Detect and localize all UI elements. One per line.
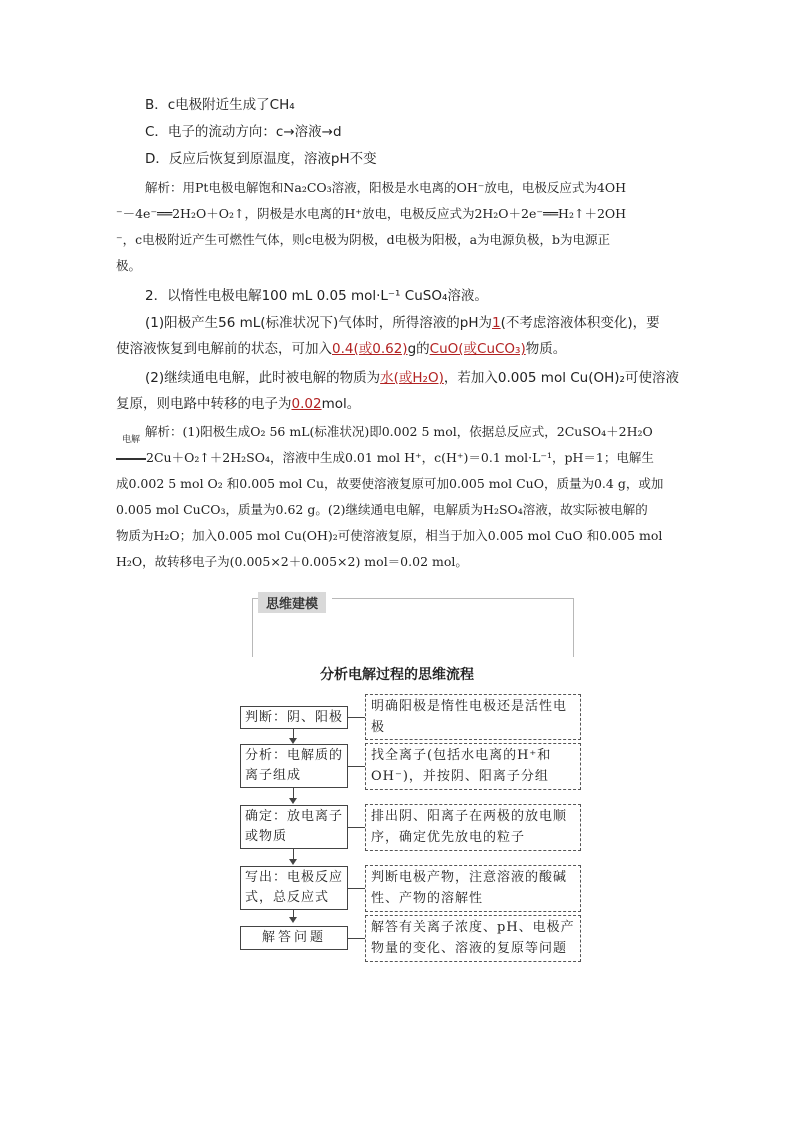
- question-2-part-2-line-1: (2)继续通电电解，此时被电解的物质为水(或H₂O)，若加入0.005 mol Cu(OH)₂可使溶液: [145, 370, 679, 386]
- flow-step-1-box: 判断：阴、阳极: [240, 706, 348, 729]
- answer-electrolyzed: 水(或H₂O): [380, 370, 444, 386]
- flow-connector: [348, 888, 365, 889]
- flow-step-5-note: 解答有关离子浓度、pH、电极产物量的变化、溶液的复原等问题: [365, 915, 581, 962]
- flow-step-1-note: 明确阳极是惰性电极还是活性电极: [365, 694, 581, 740]
- question-2-part-2-line-2: 复原，则电路中转移的电子为0.02mol。: [116, 396, 361, 412]
- question-2-stem: 2．以惰性电极电解100 mL 0.05 mol·L⁻¹ CuSO₄溶液。: [145, 288, 488, 304]
- flow-step-5-box: 解答问题: [240, 926, 348, 950]
- flow-connector: [348, 938, 365, 939]
- answer-mass: 0.4(或0.62): [332, 341, 408, 357]
- answer-substance: CuO(或CuCO₃): [429, 341, 526, 357]
- down-arrow-icon: [289, 859, 297, 865]
- explanation-2-line-4: 0.005 mol CuCO₃，质量为0.62 g。(2)继续通电电解，电解质为H₂SO₄溶液，故实际被电解的: [116, 502, 648, 517]
- explanation-2-line-6: H₂O，故转移电子为(0.005×2＋0.005×2) mol＝0.02 mol。: [116, 554, 468, 569]
- explanation-1-line-1: 解析：用Pt电极电解饱和Na₂CO₃溶液，阳极是水电离的OH⁻放电，电极反应式为4OH: [145, 180, 627, 195]
- down-arrow-icon: [289, 917, 297, 923]
- explanation-1-line-2: ⁻－4e⁻══2H₂O＋O₂↑，阴极是水电离的H⁺放电，电极反应式为2H₂O＋2e⁻══H₂↑＋2OH: [116, 206, 627, 221]
- answer-ph: 1: [492, 315, 501, 331]
- flow-step-4-box: 写出：电极反应式，总反应式: [240, 866, 348, 910]
- explanation-1-line-3: ⁻，c电极附近产生可燃性气体，则c电极为阴极，d电极为阳极，a为电源负极，b为电源正: [116, 232, 611, 247]
- question-2-part-1-line-2: 使溶液恢复到电解前的状态，可加入0.4(或0.62)g的CuO(或CuCO₃)物质。: [116, 341, 567, 357]
- explanation-2-line-5: 物质为H₂O；加入0.005 mol Cu(OH)₂可使溶液复原，相当于加入0.005 mol CuO 和0.005 mol: [116, 528, 663, 543]
- option-d: D．反应后恢复到原温度，溶液pH不变: [145, 151, 377, 167]
- flow-step-2-note: 找全离子(包括水电离的H⁺和OH⁻)，并按阴、阳离子分组: [365, 743, 581, 790]
- question-2-part-1-line-1: (1)阳极产生56 mL(标准状况下)气体时，所得溶液的pH为1(不考虑溶液体积变化)，要: [145, 315, 660, 331]
- flow-title: 分析电解过程的思维流程: [320, 667, 474, 683]
- flow-connector: [348, 827, 365, 828]
- explanation-2-line-1: 解析：(1)阳极生成O₂ 56 mL(标准状况)即0.002 5 mol，依据总反应式，2CuSO₄＋2H₂O: [145, 424, 653, 439]
- option-b: B．c电极附近生成了CH₄: [145, 97, 295, 113]
- flow-connector: [348, 766, 365, 767]
- option-c: C．电子的流动方向：c→溶液→d: [145, 124, 342, 140]
- section-tag: 思维建模: [258, 592, 332, 613]
- flow-step-4-note: 判断电极产物，注意溶液的酸碱性、产物的溶解性: [365, 865, 581, 912]
- flow-step-3-box: 确定：放电离子或物质: [240, 805, 348, 849]
- electrolysis-condition: 电解: [121, 435, 140, 445]
- down-arrow-icon: [289, 798, 297, 804]
- answer-electrons: 0.02: [291, 396, 322, 412]
- explanation-1-line-4: 极。: [116, 258, 142, 273]
- flow-connector: [348, 717, 365, 718]
- flow-step-2-box: 分析：电解质的离子组成: [240, 744, 348, 788]
- explanation-2-line-2: 电解 2Cu＋O₂↑＋2H₂SO₄，溶液中生成0.01 mol H⁺，c(H⁺)＝0.1 mol·L⁻¹，pH＝1；电解生: [116, 446, 654, 470]
- explanation-2-line-3: 成0.002 5 mol O₂ 和0.005 mol Cu，故要使溶液复原可加0.005 mol CuO，质量为0.4 g，或加: [116, 476, 664, 491]
- flow-step-3-note: 排出阴、阳离子在两极的放电顺序，确定优先放电的粒子: [365, 804, 581, 851]
